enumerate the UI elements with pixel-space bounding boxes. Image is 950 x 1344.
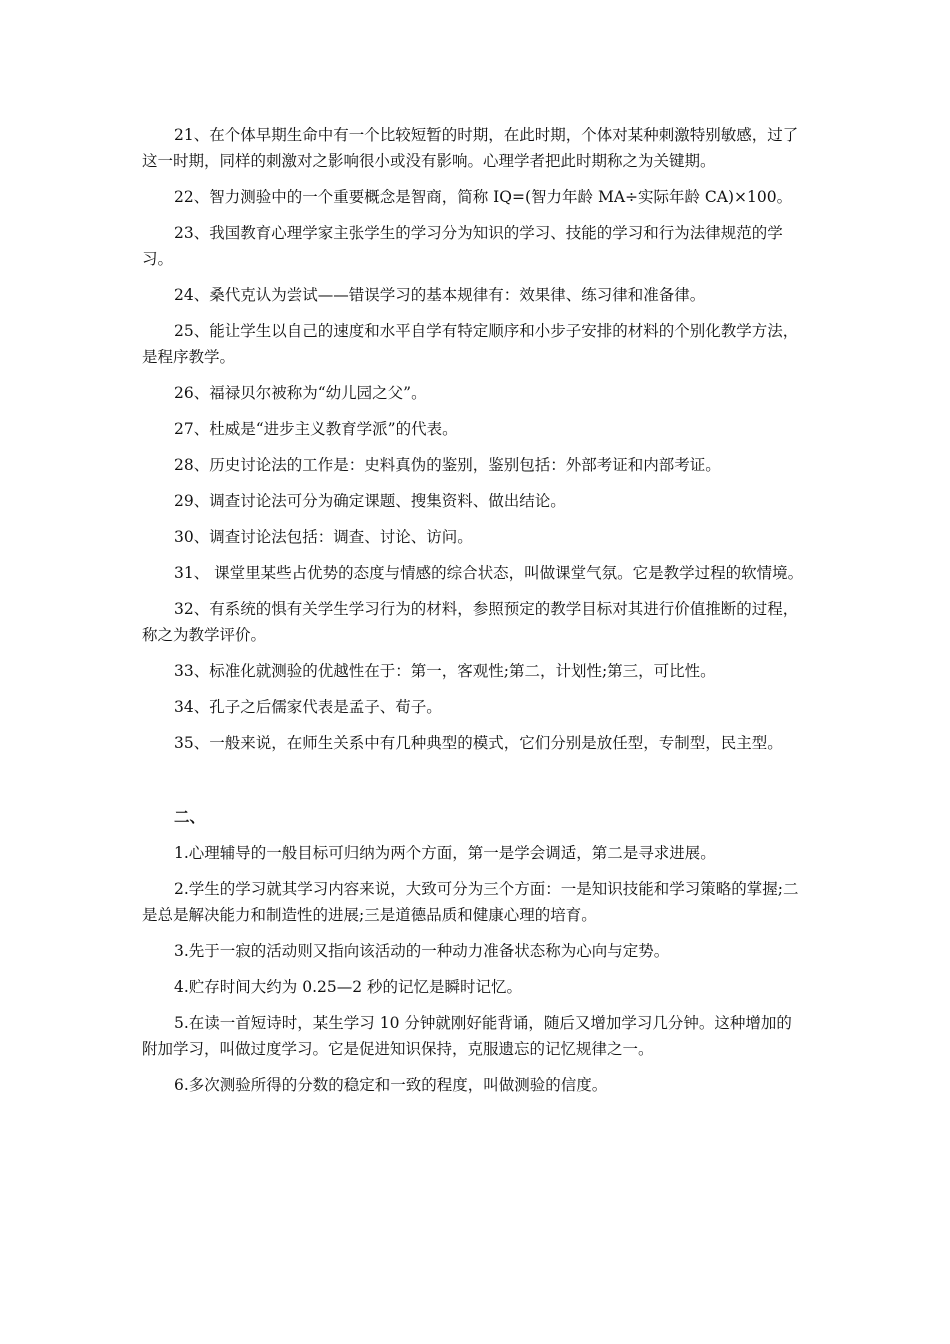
paragraph-33: 33、标准化就测验的优越性在于：第一，客观性;第二，计划性;第三，可比性。 <box>174 662 716 680</box>
paragraph-25: 25、能让学生以自己的速度和水平自学有特定顺序和小步子安排的材料的个别化教学方法，是程序教学。 <box>142 322 799 366</box>
document-body <box>142 122 807 1108</box>
paragraph-26: 26、福禄贝尔被称为“幼儿园之父”。 <box>174 384 427 402</box>
paragraph-21: 21、在个体早期生命中有一个比较短暂的时期，在此时期，个体对某种刺激特别敏感，过了这一时期，同样的刺激对之影响很小或没有影响。心理学者把此时期称之为关键期。 <box>142 126 799 170</box>
paragraph-34: 34、孔子之后儒家代表是孟子、荀子。 <box>174 698 442 716</box>
paragraph-2-5: 5.在读一首短诗时，某生学习 10 分钟就刚好能背诵，随后又增加学习几分钟。这种增加的附加学习，叫做过度学习。它是促进知识保持，克服遗忘的记忆规律之一。 <box>142 1014 792 1058</box>
paragraph-22: 22、智力测验中的一个重要概念是智商，简称 IQ=(智力年龄 MA÷实际年龄 CA)×100。 <box>174 188 793 206</box>
paragraph-28: 28、历史讨论法的工作是：史料真伪的鉴别，鉴别包括：外部考证和内部考证。 <box>174 456 721 474</box>
paragraph-23: 23、我国教育心理学家主张学生的学习分为知识的学习、技能的学习和行为法律规范的学习。 <box>142 224 783 268</box>
paragraph-31: 31、 课堂里某些占优势的态度与情感的综合状态，叫做课堂气氛。它是教学过程的软情境。 <box>174 564 804 582</box>
paragraph-2-1: 1.心理辅导的一般目标可归纳为两个方面，第一是学会调适，第二是寻求进展。 <box>174 844 716 862</box>
section-heading: 二、 <box>174 807 206 826</box>
paragraph-2-6: 6.多次测验所得的分数的稳定和一致的程度，叫做测验的信度。 <box>174 1076 608 1094</box>
paragraph-2-4: 4.贮存时间大约为 0.25—2 秒的记忆是瞬时记忆。 <box>174 978 523 996</box>
paragraph-29: 29、调查讨论法可分为确定课题、搜集资料、做出结论。 <box>174 492 566 510</box>
paragraph-24: 24、桑代克认为尝试——错误学习的基本规律有：效果律、练习律和准备律。 <box>174 286 706 304</box>
section-spacer <box>142 766 807 804</box>
paragraph-30: 30、调查讨论法包括：调查、讨论、访问。 <box>174 528 473 546</box>
paragraph-35: 35、一般来说，在师生关系中有几种典型的模式，它们分别是放任型，专制型，民主型。 <box>174 734 783 752</box>
paragraph-2-2: 2.学生的学习就其学习内容来说，大致可分为三个方面：一是知识技能和学习策略的掌握;二是总是解决能力和制造性的进展;三是道德品质和健康心理的培育。 <box>142 880 799 924</box>
paragraph-32: 32、有系统的惧有关学生学习行为的材料，参照预定的教学目标对其进行价值推断的过程，称之为教学评价。 <box>142 600 799 644</box>
paragraph-2-3: 3.先于一寂的活动则又指向该活动的一种动力准备状态称为心向与定势。 <box>174 942 670 960</box>
paragraph-27: 27、杜威是“进步主义教育学派”的代表。 <box>174 420 458 438</box>
